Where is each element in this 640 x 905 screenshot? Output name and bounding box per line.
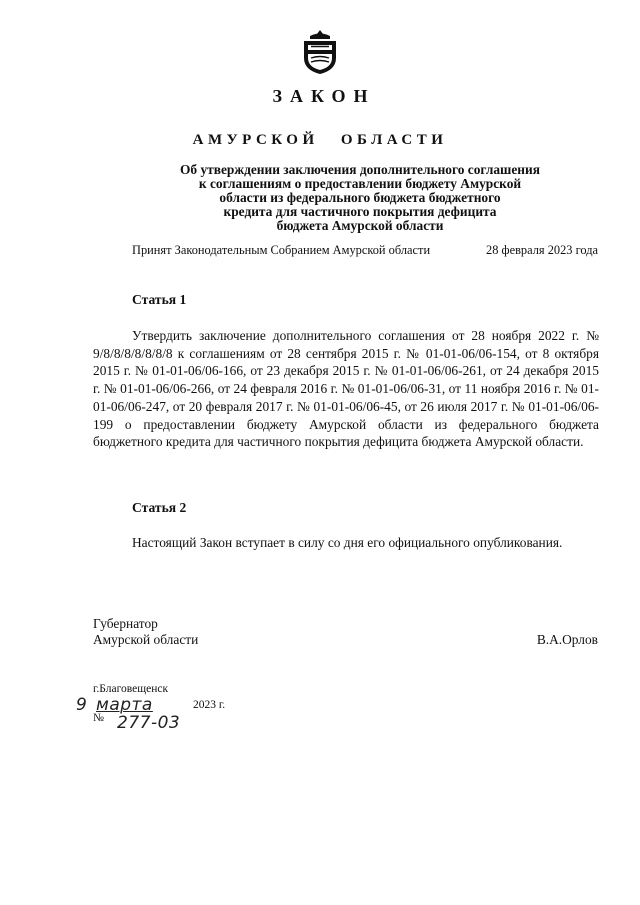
document-type-title: ЗАКОН <box>272 86 376 106</box>
subject-line: к соглашениям о предоставлении бюджету Амурской <box>198 176 522 191</box>
law-number <box>93 712 213 734</box>
city-of-signing: г.Благовещенск <box>93 683 169 695</box>
signatory-title-line: Губернатор <box>93 616 158 631</box>
signatory-title-line: Амурской области <box>93 632 199 647</box>
adoption-date: 28 февраля 2023 года <box>486 243 598 257</box>
adoption-text: Принят Законодательным Собранием Амурской области <box>132 243 431 257</box>
adoption-line <box>132 243 598 258</box>
coat-of-arms-emblem <box>298 28 342 76</box>
subject-line: бюджета Амурской области <box>276 218 444 233</box>
subject-line: кредита для частичного покрытия дефицита <box>223 204 497 219</box>
signatory-name: В.А.Орлов <box>536 632 598 647</box>
subject-line: области из федерального бюджета бюджетного <box>219 190 501 205</box>
article-1-heading: Статья 1 <box>132 292 187 307</box>
article-2-body: Настоящий Закон вступает в силу со дня его официального опубликования. <box>132 535 563 550</box>
handwritten-law-number: 277-03 <box>117 713 181 733</box>
article-2-heading: Статья 2 <box>132 500 187 515</box>
region-title: АМУРСКОЙ ОБЛАСТИ <box>192 132 448 148</box>
subject-line: Об утверждении заключения дополнительного соглашения <box>180 162 540 177</box>
number-sign: № <box>93 712 104 724</box>
article-1-body: Утвердить заключение дополнительного соглашения от 28 ноября 2022 г. № 9/8/8/8/8/8/8/8 к соглашениям от 28 сентября 2015 г. № 01-01-06/06-154, от 8 октября 2015 г. № 01-01-06/06-166, от 23 декабря 2015 г. № 01-01-06/06-261, от 24 декабря 2015 г. № 01-01-06/06-266, от 24 февраля 2016 г. № 01-01-06/06-31, от 11 ноября 2016 г. № 01-01-06/06-247, от 20 февраля 2017 г. № 01-01-06/06-45, от 26 июля 2017 г. № 01-01-06/06-199 о предоставлении бюджету Амурской области из федерального бюджета бюджетного кредита для частичного покрытия дефицита бюджета Амурской области. <box>93 328 599 450</box>
printed-year: 2023 г. <box>193 699 226 711</box>
law-subject <box>120 163 600 233</box>
handwritten-day: 9 <box>76 695 88 715</box>
signatory-title <box>93 616 198 648</box>
handwritten-month: марта <box>96 695 153 715</box>
